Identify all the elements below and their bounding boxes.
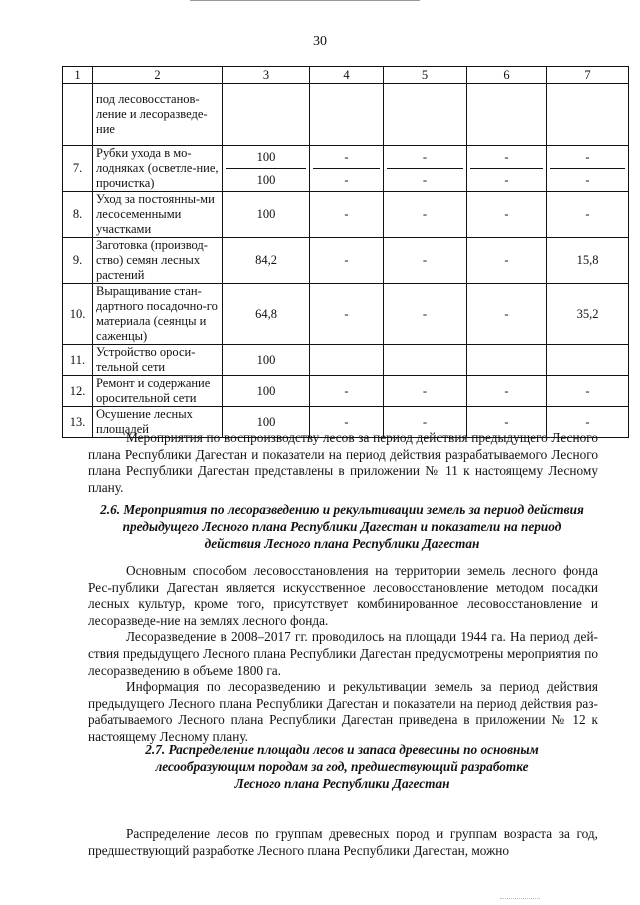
page-number: 30	[313, 34, 327, 49]
table-row	[63, 146, 629, 192]
split-cell	[226, 146, 306, 191]
split-cell	[470, 146, 543, 191]
paragraph-text: Лесоразведение в 2008–2017 гг. проводилось на площади 1944 га. На период дей-ствия предыдущего Лесного плана Республики Дагестан предусмотрены мероприятия по лесоразведению в объеме 1800 га.	[88, 629, 598, 678]
value-cell: -	[310, 376, 384, 407]
value-cell: 100	[223, 407, 310, 438]
activity-name-cell: под лесовосстанов-ление и лесоразведе-ние	[93, 84, 223, 146]
value-cell: -	[384, 238, 467, 284]
value-cell	[310, 345, 384, 376]
activity-name-cell: Рубки ухода в мо-лодняках (осветле-ние, прочистка)	[93, 146, 223, 192]
value-cell	[384, 345, 467, 376]
heading-line: 2.7. Распределение площади лесов и запаса древесины по основным	[145, 742, 539, 757]
table-row	[63, 284, 629, 345]
value-cell-part: -	[504, 149, 509, 164]
split-cell	[550, 146, 625, 191]
activity-name-cell: Выращивание стан-дартного посадочно-го материала (сеянцы и саженцы)	[93, 284, 223, 345]
value-cell-part: -	[313, 168, 380, 191]
value-cell	[467, 345, 547, 376]
paragraph-text: Основным способом лесовосстановления на территории земель лесного фонда Рес-публики Дагестан является искусственное лесовосстановление методом посадки лесных культур, кроме того, присутствует комбинированное лесовосстановление и лесоразведе-ние на землях лесного фонда.	[88, 563, 598, 628]
value-cell: 100	[223, 376, 310, 407]
value-cell: -	[384, 284, 467, 345]
top-scan-line	[190, 0, 420, 1]
value-cell	[547, 345, 629, 376]
value-cell: -	[384, 407, 467, 438]
bottom-scan-mark	[500, 898, 540, 899]
paragraph-reproduction	[88, 430, 598, 496]
table-row	[63, 345, 629, 376]
value-cell: -	[310, 407, 384, 438]
table-body	[63, 67, 629, 438]
value-cell-split	[384, 146, 467, 192]
reforestation-table	[62, 66, 629, 438]
activity-name-cell: Заготовка (производ-ство) семян лесных растений	[93, 238, 223, 284]
header-cell: 6	[467, 67, 547, 84]
row-number-cell: 13.	[63, 407, 93, 438]
value-cell	[223, 84, 310, 146]
value-cell	[547, 84, 629, 146]
value-cell-part: -	[550, 168, 625, 191]
value-cell: -	[310, 192, 384, 238]
row-number-cell: 9.	[63, 238, 93, 284]
value-cell: -	[310, 284, 384, 345]
value-cell: -	[310, 238, 384, 284]
value-cell-part: -	[470, 168, 543, 191]
table-row	[63, 192, 629, 238]
value-cell-part: 100	[226, 168, 306, 191]
row-number-cell: 11.	[63, 345, 93, 376]
heading-line: 2.6. Мероприятия по лесоразведению и рекультивации земель за период действия	[100, 502, 584, 517]
activity-name-cell: Осушение лесных площадей	[93, 407, 223, 438]
value-cell: -	[547, 407, 629, 438]
value-cell	[384, 84, 467, 146]
value-cell-split	[547, 146, 629, 192]
value-cell: 64,8	[223, 284, 310, 345]
section-heading-2-7	[92, 741, 592, 792]
section-heading-2-6	[92, 501, 592, 552]
header-cell: 4	[310, 67, 384, 84]
paragraph-text: Информация по лесоразведению и рекультивации земель за период действия предыдущего Лесного плана Республики Дагестан и показатели на период действия раз-рабатываемого Лесного плана Республики Дагестан приведена в приложении № 12 к настоящему Лесному плану.	[88, 679, 598, 744]
split-cell	[313, 146, 380, 191]
table-header-row	[63, 67, 629, 84]
table-row	[63, 376, 629, 407]
header-cell: 1	[63, 67, 93, 84]
heading-line: действия Лесного плана Республики Дагестан	[204, 536, 480, 551]
value-cell: -	[467, 192, 547, 238]
value-cell: -	[467, 376, 547, 407]
value-cell: 100	[223, 192, 310, 238]
value-cell-part: -	[585, 149, 590, 164]
activity-name-cell: Устройство ороси-тельной сети	[93, 345, 223, 376]
activity-name-cell: Уход за постоянны-ми лесосеменными участками	[93, 192, 223, 238]
value-cell-part: -	[422, 149, 428, 164]
table-row	[63, 84, 629, 146]
value-cell: -	[547, 192, 629, 238]
heading-line: предыдущего Лесного плана Республики Дагестан и показатели на период	[122, 519, 562, 534]
section-2-7-body	[88, 826, 598, 859]
paragraph-text: Распределение лесов по группам древесных пород и группам возраста за год, предшествующий разработке Лесного плана Республики Дагестан, можно	[88, 826, 598, 858]
header-cell: 2	[93, 67, 223, 84]
header-cell: 3	[223, 67, 310, 84]
value-cell: 35,2	[547, 284, 629, 345]
value-cell: -	[467, 238, 547, 284]
value-cell-split	[467, 146, 547, 192]
section-2-6-body	[88, 563, 598, 746]
value-cell	[467, 84, 547, 146]
heading-line: лесообразующим породам за год, предшествующий разработке	[155, 759, 529, 774]
activity-name-cell: Ремонт и содержание оросительной сети	[93, 376, 223, 407]
row-number-cell: 10.	[63, 284, 93, 345]
value-cell-part: -	[387, 168, 463, 191]
value-cell-split	[310, 146, 384, 192]
value-cell: 84,2	[223, 238, 310, 284]
row-number-cell: 12.	[63, 376, 93, 407]
heading-line: Лесного плана Республики Дагестан	[234, 776, 450, 791]
value-cell: -	[467, 284, 547, 345]
header-cell: 5	[384, 67, 467, 84]
value-cell: 100	[223, 345, 310, 376]
value-cell: -	[384, 192, 467, 238]
value-cell-split	[223, 146, 310, 192]
row-number-cell: 8.	[63, 192, 93, 238]
value-cell	[310, 84, 384, 146]
value-cell: -	[547, 376, 629, 407]
row-number-cell	[63, 84, 93, 146]
split-cell	[387, 146, 463, 191]
value-cell: 15,8	[547, 238, 629, 284]
row-number-cell: 7.	[63, 146, 93, 192]
header-cell: 7	[547, 67, 629, 84]
value-cell: -	[384, 376, 467, 407]
value-cell-part: 100	[256, 149, 276, 164]
table-row	[63, 238, 629, 284]
paragraph-text: Мероприятия по воспроизводству лесов за период действия предыдущего Лесного плана Республики Дагестан и показатели на период действия разрабатываемого Лесного плана Республики Дагестан представлены в приложении № 11 к настоящему Лесному плану.	[88, 430, 598, 495]
value-cell: -	[467, 407, 547, 438]
value-cell-part: -	[344, 149, 349, 164]
